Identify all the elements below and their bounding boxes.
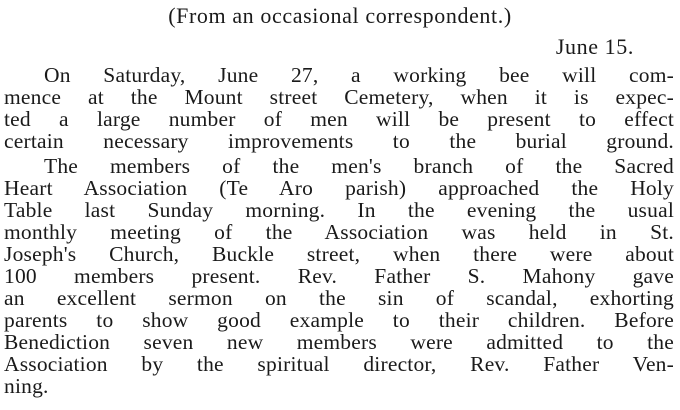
- paragraph-2-line-8: parents to show good example to their children. Before: [4, 308, 674, 332]
- paragraph-1-line-3: ted a large number of men will be present to effect: [4, 107, 674, 131]
- paragraph-2-line-2: Heart Association (Te Aro parish) approached the Holy: [4, 176, 674, 200]
- paragraph-2-line-11: ning.: [4, 374, 49, 398]
- paragraph-2-line-7: an excellent sermon on the sin of scandal, exhorting: [4, 286, 674, 310]
- paragraph-1-line-4: certain necessary improvements to the burial ground.: [4, 129, 674, 153]
- paragraph-2-line-10: Association by the spiritual director, Rev. Father Ven-: [4, 352, 674, 376]
- paragraph-1-line-1: On Saturday, June 27, a working bee will com-: [44, 63, 674, 87]
- paragraph-2-line-1: The members of the men's branch of the Sacred: [44, 154, 674, 178]
- paragraph-2-line-6: 100 members present. Rev. Father S. Mahony gave: [4, 264, 674, 288]
- paragraph-2-line-9: Benediction seven new members were admitted to the: [4, 330, 674, 354]
- paragraph-2-line-3: Table last Sunday morning. In the evening the usual: [4, 198, 674, 222]
- dateline: June 15.: [555, 34, 634, 59]
- byline: (From an occasional correspondent.): [168, 3, 512, 28]
- paragraph-2-line-4: monthly meeting of the Association was held in St.: [4, 220, 674, 244]
- paragraph-2-line-5: Joseph's Church, Buckle street, when there were about: [4, 242, 674, 266]
- paragraph-1-line-2: mence at the Mount street Cemetery, when it is expec-: [4, 85, 674, 109]
